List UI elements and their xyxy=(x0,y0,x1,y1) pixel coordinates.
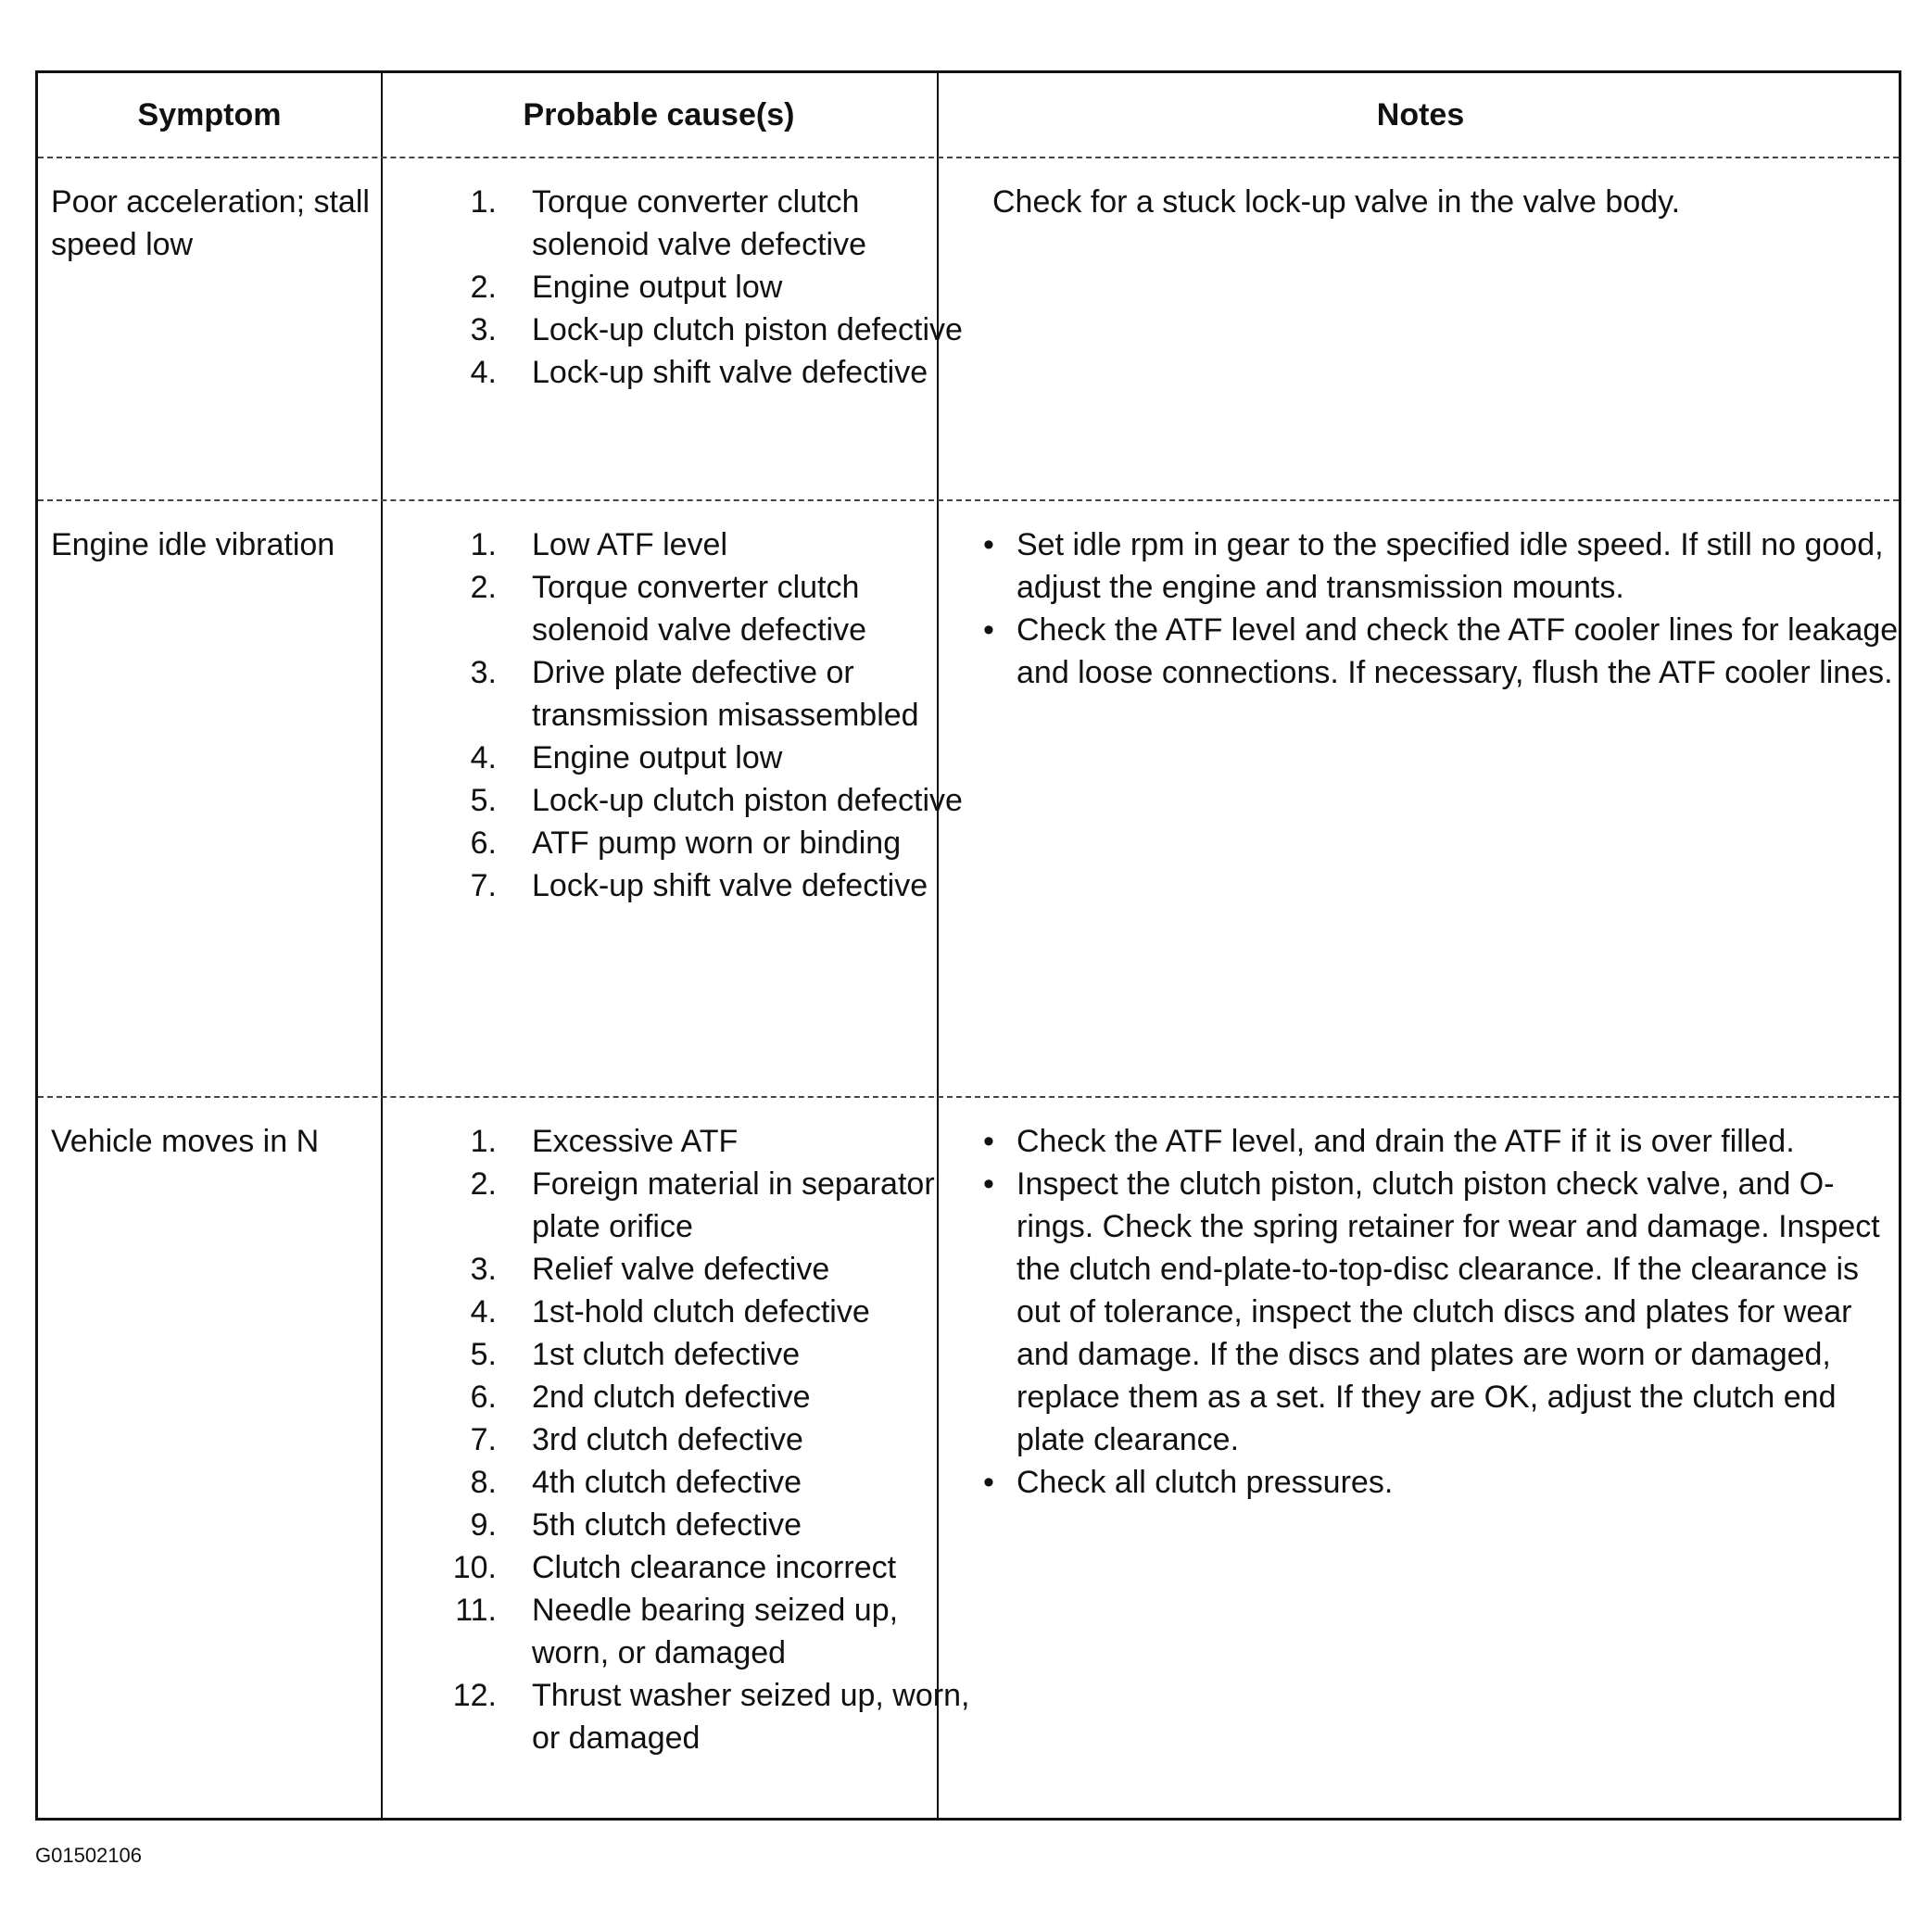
cause-item xyxy=(427,266,974,309)
cause-item xyxy=(427,1461,974,1504)
cause-number: 3. xyxy=(470,312,497,347)
cause-text: Foreign material in separator plate orifice xyxy=(532,1166,935,1244)
cause-number: 2. xyxy=(470,1166,497,1202)
row-separator xyxy=(38,1096,1899,1098)
cause-item xyxy=(427,1546,974,1589)
cause-item xyxy=(427,1248,974,1291)
causes-cell xyxy=(427,1120,974,1759)
cause-text: Thrust washer seized up, worn, or damaged xyxy=(532,1678,970,1756)
column-divider xyxy=(381,73,383,1818)
note-item xyxy=(983,523,1900,609)
cause-number: 12. xyxy=(452,1678,497,1713)
cause-item xyxy=(427,864,974,907)
header-causes: Probable cause(s) xyxy=(523,96,795,132)
cause-number: 11. xyxy=(455,1593,497,1628)
cause-number: 1. xyxy=(470,1124,497,1159)
notes-cell xyxy=(983,523,1900,694)
bullet-icon: • xyxy=(983,1166,994,1202)
header-separator xyxy=(38,157,1899,158)
cause-item xyxy=(427,779,974,822)
cause-item xyxy=(427,1504,974,1546)
cause-text: Torque converter clutch solenoid valve defective xyxy=(532,570,867,648)
cause-text: Lock-up shift valve defective xyxy=(532,355,928,390)
cause-number: 3. xyxy=(470,1252,497,1287)
cause-item xyxy=(427,1376,974,1418)
cause-text: Engine output low xyxy=(532,270,783,305)
cause-text: 2nd clutch defective xyxy=(532,1380,811,1415)
note-text: Inspect the clutch piston, clutch piston check valve, and O-rings. Check the spring retainer for wear and damage. Inspect the clutch end-plate-to-top-disc clearance. If the clearance is out of tolerance, inspect the clutch discs and plates for wear and damage. If the discs and plates are worn or damaged, replace them as a set. If they are OK, adjust the clutch end plate clearance. xyxy=(1017,1166,1880,1457)
cause-text: 1st clutch defective xyxy=(532,1337,801,1372)
cause-text: Needle bearing seized up, worn, or damaged xyxy=(532,1593,899,1670)
cause-number: 2. xyxy=(470,270,497,305)
header-symptom: Symptom xyxy=(137,96,282,132)
figure-id: G01502106 xyxy=(35,1844,142,1867)
cause-item xyxy=(427,523,974,566)
cause-number: 5. xyxy=(470,783,497,818)
note-text: Check the ATF level, and drain the ATF if it is over filled. xyxy=(1017,1124,1795,1159)
cause-number: 6. xyxy=(470,825,497,861)
symptom-cell: Engine idle vibration xyxy=(51,527,335,562)
row-separator xyxy=(38,499,1899,501)
troubleshooting-table xyxy=(35,70,1901,1821)
cause-text: Clutch clearance incorrect xyxy=(532,1550,897,1585)
header-notes: Notes xyxy=(1376,96,1465,132)
cause-number: 1. xyxy=(470,527,497,562)
cause-number: 4. xyxy=(470,740,497,775)
cause-item xyxy=(427,309,974,351)
note-text: Check all clutch pressures. xyxy=(1017,1465,1394,1500)
cause-number: 8. xyxy=(470,1465,497,1500)
cause-item xyxy=(427,651,974,737)
cause-text: 4th clutch defective xyxy=(532,1465,802,1500)
cause-number: 7. xyxy=(470,1422,497,1457)
bullet-icon: • xyxy=(983,1465,994,1500)
note-text: Set idle rpm in gear to the specified idle speed. If still no good, adjust the engine and transmission mounts. xyxy=(1017,527,1884,605)
cause-number: 7. xyxy=(470,868,497,903)
cause-text: Drive plate defective or transmission misassembled xyxy=(532,655,919,733)
cause-text: 1st-hold clutch defective xyxy=(532,1294,870,1329)
causes-cell xyxy=(427,523,974,907)
cause-number: 4. xyxy=(470,355,497,390)
cause-item xyxy=(427,351,974,394)
cause-number: 6. xyxy=(470,1380,497,1415)
cause-number: 10. xyxy=(452,1550,497,1585)
cause-number: 3. xyxy=(470,655,497,690)
cause-item xyxy=(427,1418,974,1461)
notes-cell xyxy=(983,1120,1900,1504)
cause-number: 2. xyxy=(470,570,497,605)
cause-text: Lock-up clutch piston defective xyxy=(532,312,963,347)
cause-item xyxy=(427,1120,974,1163)
cause-text: Relief valve defective xyxy=(532,1252,830,1287)
cause-item xyxy=(427,1589,974,1674)
causes-cell xyxy=(427,181,974,394)
notes-cell: Check for a stuck lock-up valve in the valve body. xyxy=(992,184,1681,220)
cause-text: Lock-up clutch piston defective xyxy=(532,783,963,818)
note-item xyxy=(983,609,1900,694)
cause-text: Lock-up shift valve defective xyxy=(532,868,928,903)
symptom-cell: Vehicle moves in N xyxy=(51,1124,320,1159)
cause-item xyxy=(427,566,974,651)
cause-item xyxy=(427,737,974,779)
cause-text: Excessive ATF xyxy=(532,1124,739,1159)
cause-item xyxy=(427,181,974,266)
cause-item xyxy=(427,1674,974,1759)
note-text: Check the ATF level and check the ATF cooler lines for leakage and loose connections. If necessary, flush the ATF cooler lines. xyxy=(1017,612,1899,690)
cause-text: Engine output low xyxy=(532,740,783,775)
cause-number: 1. xyxy=(470,184,497,220)
cause-item xyxy=(427,1163,974,1248)
note-item xyxy=(983,1461,1900,1504)
cause-item xyxy=(427,1291,974,1333)
note-item xyxy=(983,1120,1900,1163)
cause-item xyxy=(427,1333,974,1376)
cause-item xyxy=(427,822,974,864)
symptom-cell: Poor acceleration; stall speed low xyxy=(51,184,370,262)
note-item xyxy=(983,1163,1900,1461)
cause-text: 3rd clutch defective xyxy=(532,1422,803,1457)
cause-text: 5th clutch defective xyxy=(532,1507,802,1543)
cause-text: Low ATF level xyxy=(532,527,728,562)
cause-number: 5. xyxy=(470,1337,497,1372)
bullet-icon: • xyxy=(983,1124,994,1159)
cause-text: Torque converter clutch solenoid valve defective xyxy=(532,184,867,262)
cause-text: ATF pump worn or binding xyxy=(532,825,902,861)
bullet-icon: • xyxy=(983,612,994,648)
cause-number: 4. xyxy=(470,1294,497,1329)
bullet-icon: • xyxy=(983,527,994,562)
cause-number: 9. xyxy=(470,1507,497,1543)
